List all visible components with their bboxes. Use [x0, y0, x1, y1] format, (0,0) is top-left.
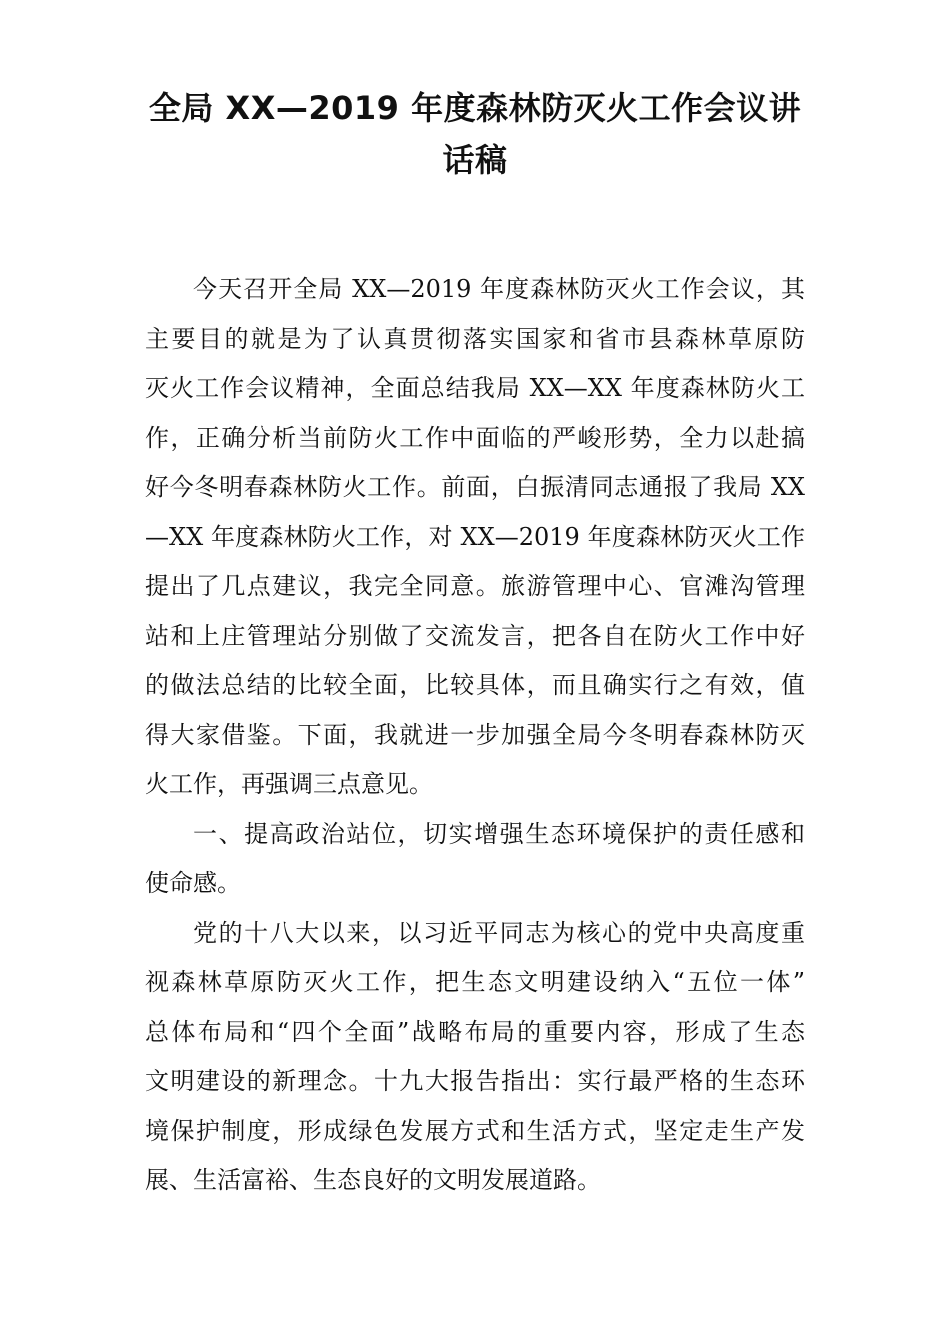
text-line: 火工作，再强调三点意见。 — [145, 770, 433, 798]
paragraph-section-body — [145, 909, 805, 1206]
text-line: 站和上庄管理站分别做了交流发言，把各自在防火工作中好 — [145, 621, 805, 650]
text-line: 提出了几点建议，我完全同意。旅游管理中心、官滩沟管理 — [145, 572, 805, 600]
text-line: 总体布局和“四个全面”战略布局的重要内容，形成了生态 — [145, 1017, 805, 1046]
text-line: 主要目的就是为了认真贯彻落实国家和省市县森林草原防 — [145, 324, 805, 353]
text-line: 党的十八大以来，以习近平同志为核心的党中央高度重 — [193, 918, 805, 947]
text-line: 得大家借鉴。下面，我就进一步加强全局今冬明春森林防灭 — [145, 720, 805, 749]
title-line-2: 话稿 — [442, 141, 508, 179]
text-line: 好今冬明春森林防火工作。前面，白振清同志通报了我局 XX — [145, 473, 805, 501]
paragraph-opening — [145, 265, 805, 810]
text-line: 境保护制度，形成绿色发展方式和生活方式，坚定走生产发 — [145, 1116, 805, 1145]
title-line-1: 全局 XX—2019 年度森林防灭火工作会议讲 — [148, 89, 802, 127]
text-line: 的做法总结的比较全面，比较具体，而且确实行之有效，值 — [145, 671, 805, 699]
text-line: 展、生活富裕、生态良好的文明发展道路。 — [145, 1166, 601, 1194]
paragraph-section-heading — [145, 810, 805, 909]
text-line: —XX 年度森林防火工作，对 XX—2019 年度森林防灭火工作 — [145, 522, 805, 551]
document-title — [130, 82, 820, 186]
text-line: 视森林草原防灭火工作，把生态文明建设纳入“五位一体” — [145, 968, 805, 996]
text-line: 一、提高政治站位，切实增强生态环境保护的责任感和 — [193, 819, 805, 848]
text-line: 使命感。 — [145, 869, 241, 897]
text-line: 灭火工作会议精神，全面总结我局 XX—XX 年度森林防火工 — [145, 374, 805, 402]
text-line: 作，正确分析当前防火工作中面临的严峻形势，全力以赴搞 — [145, 423, 805, 452]
document-body — [145, 265, 805, 1206]
text-line: 今天召开全局 XX—2019 年度森林防灭火工作会议，其 — [193, 275, 805, 303]
text-line: 文明建设的新理念。十九大报告指出：实行最严格的生态环 — [145, 1067, 805, 1095]
